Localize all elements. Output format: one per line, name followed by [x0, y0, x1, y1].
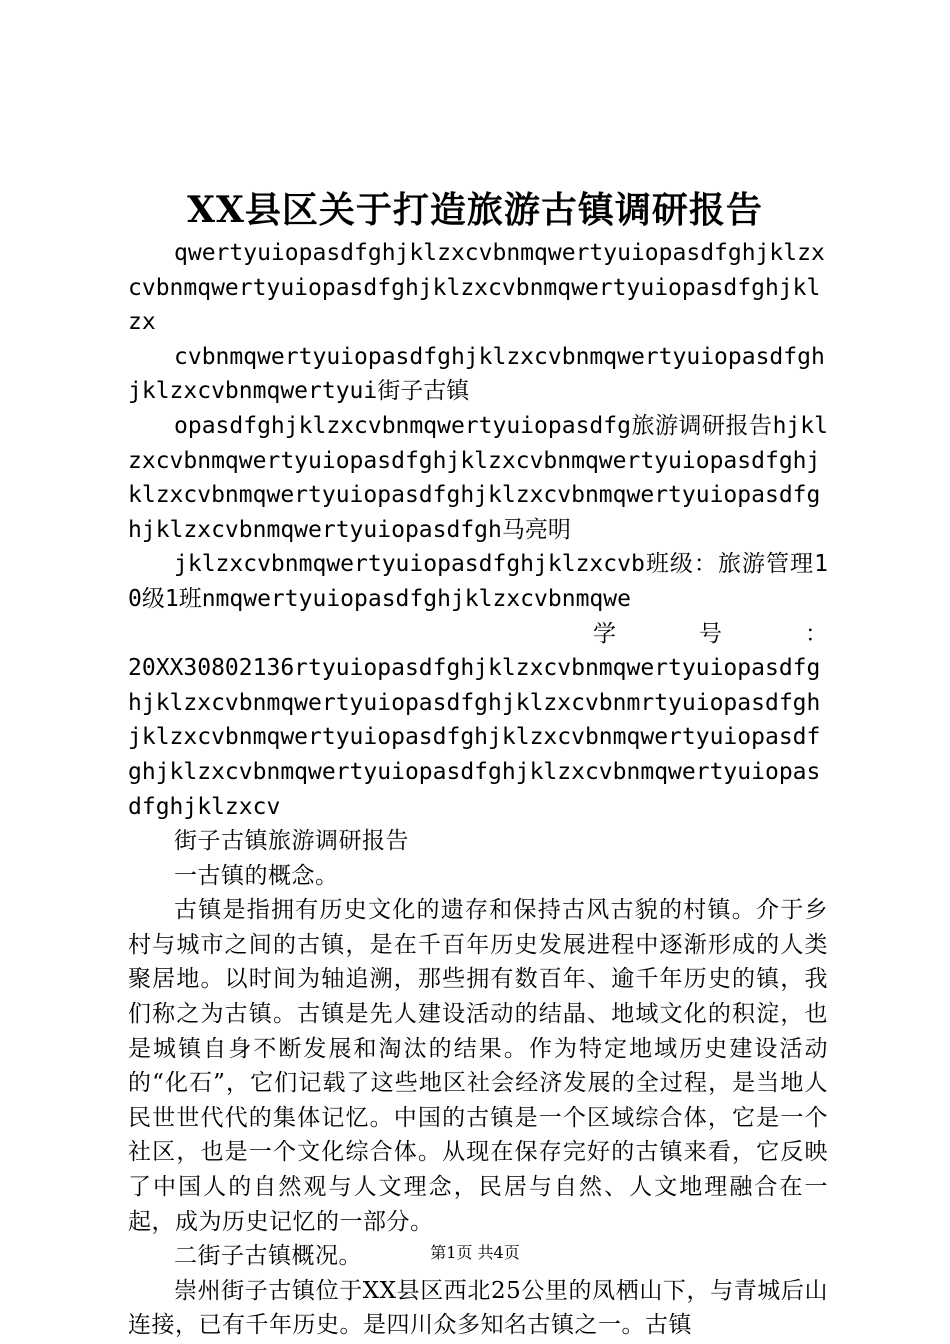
paragraph-filler-3: opasdfghjklzxcvbnmqwertyuiopasdfg旅游调研报告hjklzxcvbnmqwertyuiopasdfghjklzxcvbnmqwertyuiopasdfghjklzxcvbnmqwertyuiopasdfghjklzxcvbnmqwertyuiopasdfghjklzxcvbnmqwertyuiopasdfgh马亮明: [128, 412, 828, 543]
paragraph-student-id: 20XX30802136rtyuiopasdfghjklzxcvbnmqwertyuiopasdfghjklzxcvbnmqwertyuiopasdfghjklzxcvbnmrtyuiopasdfghjklzxcvbnmqwertyuiopasdfghjklzxcvbnmqwertyuiopasdfghjklzxcvbnmqwertyuiopasdfghjklzxcvbnmqwertyuiopasdfghjklzxcv: [128, 655, 821, 820]
document-body: [128, 236, 828, 1343]
student-id-label: 学号：: [593, 620, 828, 647]
paragraph-class-info: jklzxcvbnmqwertyuiopasdfghjklzxcvb班级：旅游管理10级1班nmqwertyuiopasdfghjklzxcvbnmqwe: [128, 551, 828, 612]
paragraph-filler-2: cvbnmqwertyuiopasdfghjklzxcvbnmqwertyuiopasdfghjklzxcvbnmqwertyui街子古镇: [128, 343, 825, 405]
document-title: XX县区关于打造旅游古镇调研报告: [187, 189, 763, 231]
paragraph-town-overview: 崇州街子古镇位于XX县区西北25公里的凤栖山下，与青城后山连接，已有千年历史。是四川众多知名古镇之一。古镇: [128, 1277, 828, 1339]
report-subtitle: 街子古镇旅游调研报告: [174, 828, 409, 855]
paragraph-town-concept: 古镇是指拥有历史文化的遗存和保持古风古貌的村镇。介于乡村与城市之间的古镇，是在千百年历史发展进程中逐渐形成的人类聚居地。以时间为轴追溯，那些拥有数百年、逾千年历史的镇，我们称之为古镇。古镇是先人建设活动的结晶、地域文化的积淀，也是城镇自身不断发展和淘汰的结果。作为特定地域历史建设活动的“化石”，它们记载了这些地区社会经济发展的全过程，是当地人民世世代代的集体记忆。中国的古镇是一个区域综合体，它是一个社区，也是一个文化综合体。从现在保存完好的古镇来看，它反映了中国人的自然观与人文理念，民居与自然、人文地理融合在一起，成为历史记忆的一部分。: [128, 897, 828, 1235]
section-heading-1: 一古镇的概念。: [174, 862, 339, 889]
section-heading-2: 二街子古镇概况。: [174, 1243, 362, 1270]
page-footer: 第1页 共4页: [430, 1243, 520, 1262]
paragraph-filler-1: qwertyuiopasdfghjklzxcvbnmqwertyuiopasdfghjklzxcvbnmqwertyuiopasdfghjklzxcvbnmqwertyuiopasdfghjklzx: [128, 240, 825, 336]
